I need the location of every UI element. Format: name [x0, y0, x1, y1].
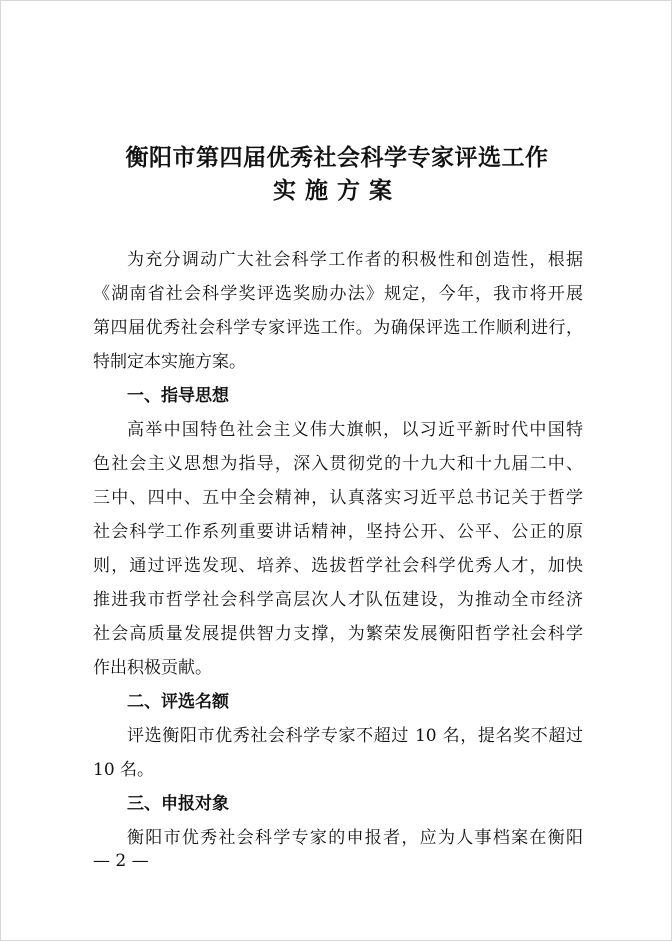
intro-line-4: 特制定本实施方案。 [93, 352, 246, 372]
intro-line-2: 《湖南省社会科学奖评选奖励办法》规定，今年，我市将开展 [93, 284, 583, 304]
section2-line-1: 评选衡阳市优秀社会科学专家不超过 10 名，提名奖不超过 [127, 726, 583, 746]
section-heading-applicants: 三、申报对象 [127, 794, 229, 814]
document-title-line-2: 实施方案 [273, 177, 401, 204]
section3-line-1: 衡阳市优秀社会科学专家的申报者，应为人事档案在衡阳 [127, 828, 583, 848]
section1-line-5: 则，通过评选发现、培养、选拔哲学社会科学优秀人才，加快 [93, 556, 583, 576]
section1-line-3: 三中、四中、五中全会精神，认真落实习近平总书记关于哲学 [93, 488, 583, 508]
section-heading-guiding-ideology: 一、指导思想 [127, 386, 229, 406]
section-heading-quota: 二、评选名额 [127, 692, 229, 712]
intro-line-3: 第四届优秀社会科学专家评选工作。为确保评选工作顺利进行， [93, 318, 583, 338]
section1-line-4: 社会科学工作系列重要讲话精神，坚持公开、公平、公正的原 [93, 522, 583, 542]
section2-line-2: 10 名。 [93, 760, 155, 780]
document-title-line-1: 衡阳市第四届优秀社会科学专家评选工作 [125, 144, 549, 171]
intro-line-1: 为充分调动广大社会科学工作者的积极性和创造性，根据 [127, 250, 583, 270]
page-number: — 2 — [93, 851, 149, 871]
section1-line-6: 推进我市哲学社会科学高层次人才队伍建设，为推动全市经济 [93, 590, 583, 610]
section1-line-1: 高举中国特色社会主义伟大旗帜，以习近平新时代中国特 [127, 420, 583, 440]
section1-line-2: 色社会主义思想为指导，深入贯彻党的十九大和十九届二中、 [93, 454, 583, 474]
section1-line-8: 作出积极贡献。 [93, 658, 212, 678]
section1-line-7: 社会高质量发展提供智力支撑，为繁荣发展衡阳哲学社会科学 [93, 624, 583, 644]
